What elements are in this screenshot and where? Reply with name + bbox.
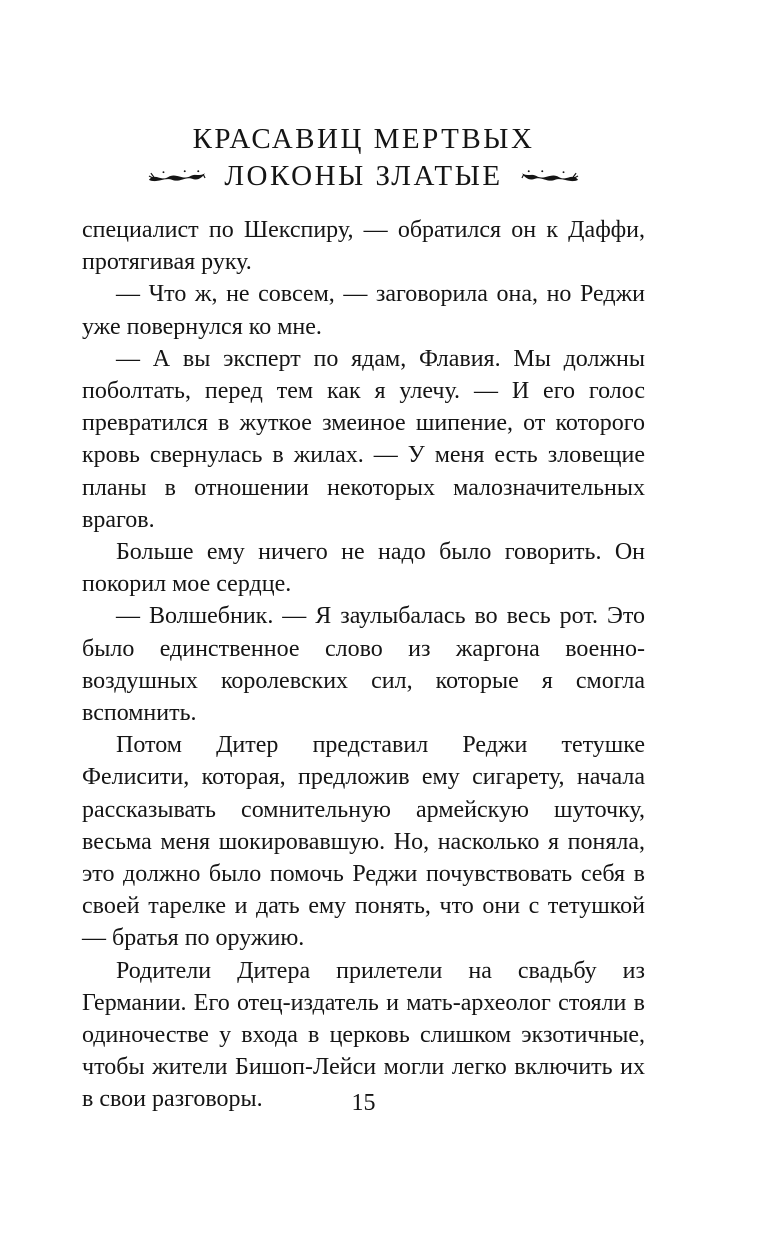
page-number: 15 (351, 1090, 376, 1116)
running-head (82, 124, 645, 193)
paragraph: Потом Дитер представил Реджи тетушке Фелисити, которая, предложив ему сигарету, начала рассказывать сомнительную армейскую шуточку, весьма меня шокировавшую. Но, насколько я поняла, это должно было помочь Реджи почувствовать себя в своей тарелке и дать ему понять, что они с тетушкой — братья по оружию. (82, 732, 645, 952)
running-head-line2-row (82, 161, 645, 193)
flourish-ornament-right-icon (521, 168, 579, 186)
paragraph: специалист по Шекспиру, — обратился он к Даффи, протягивая руку. (82, 217, 645, 276)
body-text (82, 214, 645, 1116)
running-head-line2: ЛОКОНЫ ЗЛАТЫЕ (224, 159, 503, 192)
paragraph: — Что ж, не совсем, — заговорила она, но Реджи уже повернулся ко мне. (82, 281, 645, 340)
flourish-ornament-left-icon (148, 168, 206, 186)
paragraph: Родители Дитера прилетели на свадьбу из Германии. Его отец-издатель и мать-археолог стояли в одиночестве у входа в церковь слишком экзотичные, чтобы жители Бишоп-Лейси могли легко включить их в свои разговоры. (82, 957, 645, 1113)
paragraph: Больше ему ничего не надо было говорить. Он покорил мое сердце. (82, 539, 645, 598)
paragraph: — А вы эксперт по ядам, Флавия. Мы должны поболтать, перед тем как я улечу. — И его голос превратился в жуткое змеиное шипение, от которого кровь свернулась в жилах. — У меня есть зловещие планы в отношении некоторых малозначительных врагов. (82, 345, 645, 533)
paragraph: — Волшебник. — Я заулыбалась во весь рот. Это было единственное слово из жаргона военно-воздушных королевских сил, которые я смогла вспомнить. (82, 603, 645, 727)
running-head-line1: КРАСАВИЦ МЕРТВЫХ (192, 123, 535, 155)
